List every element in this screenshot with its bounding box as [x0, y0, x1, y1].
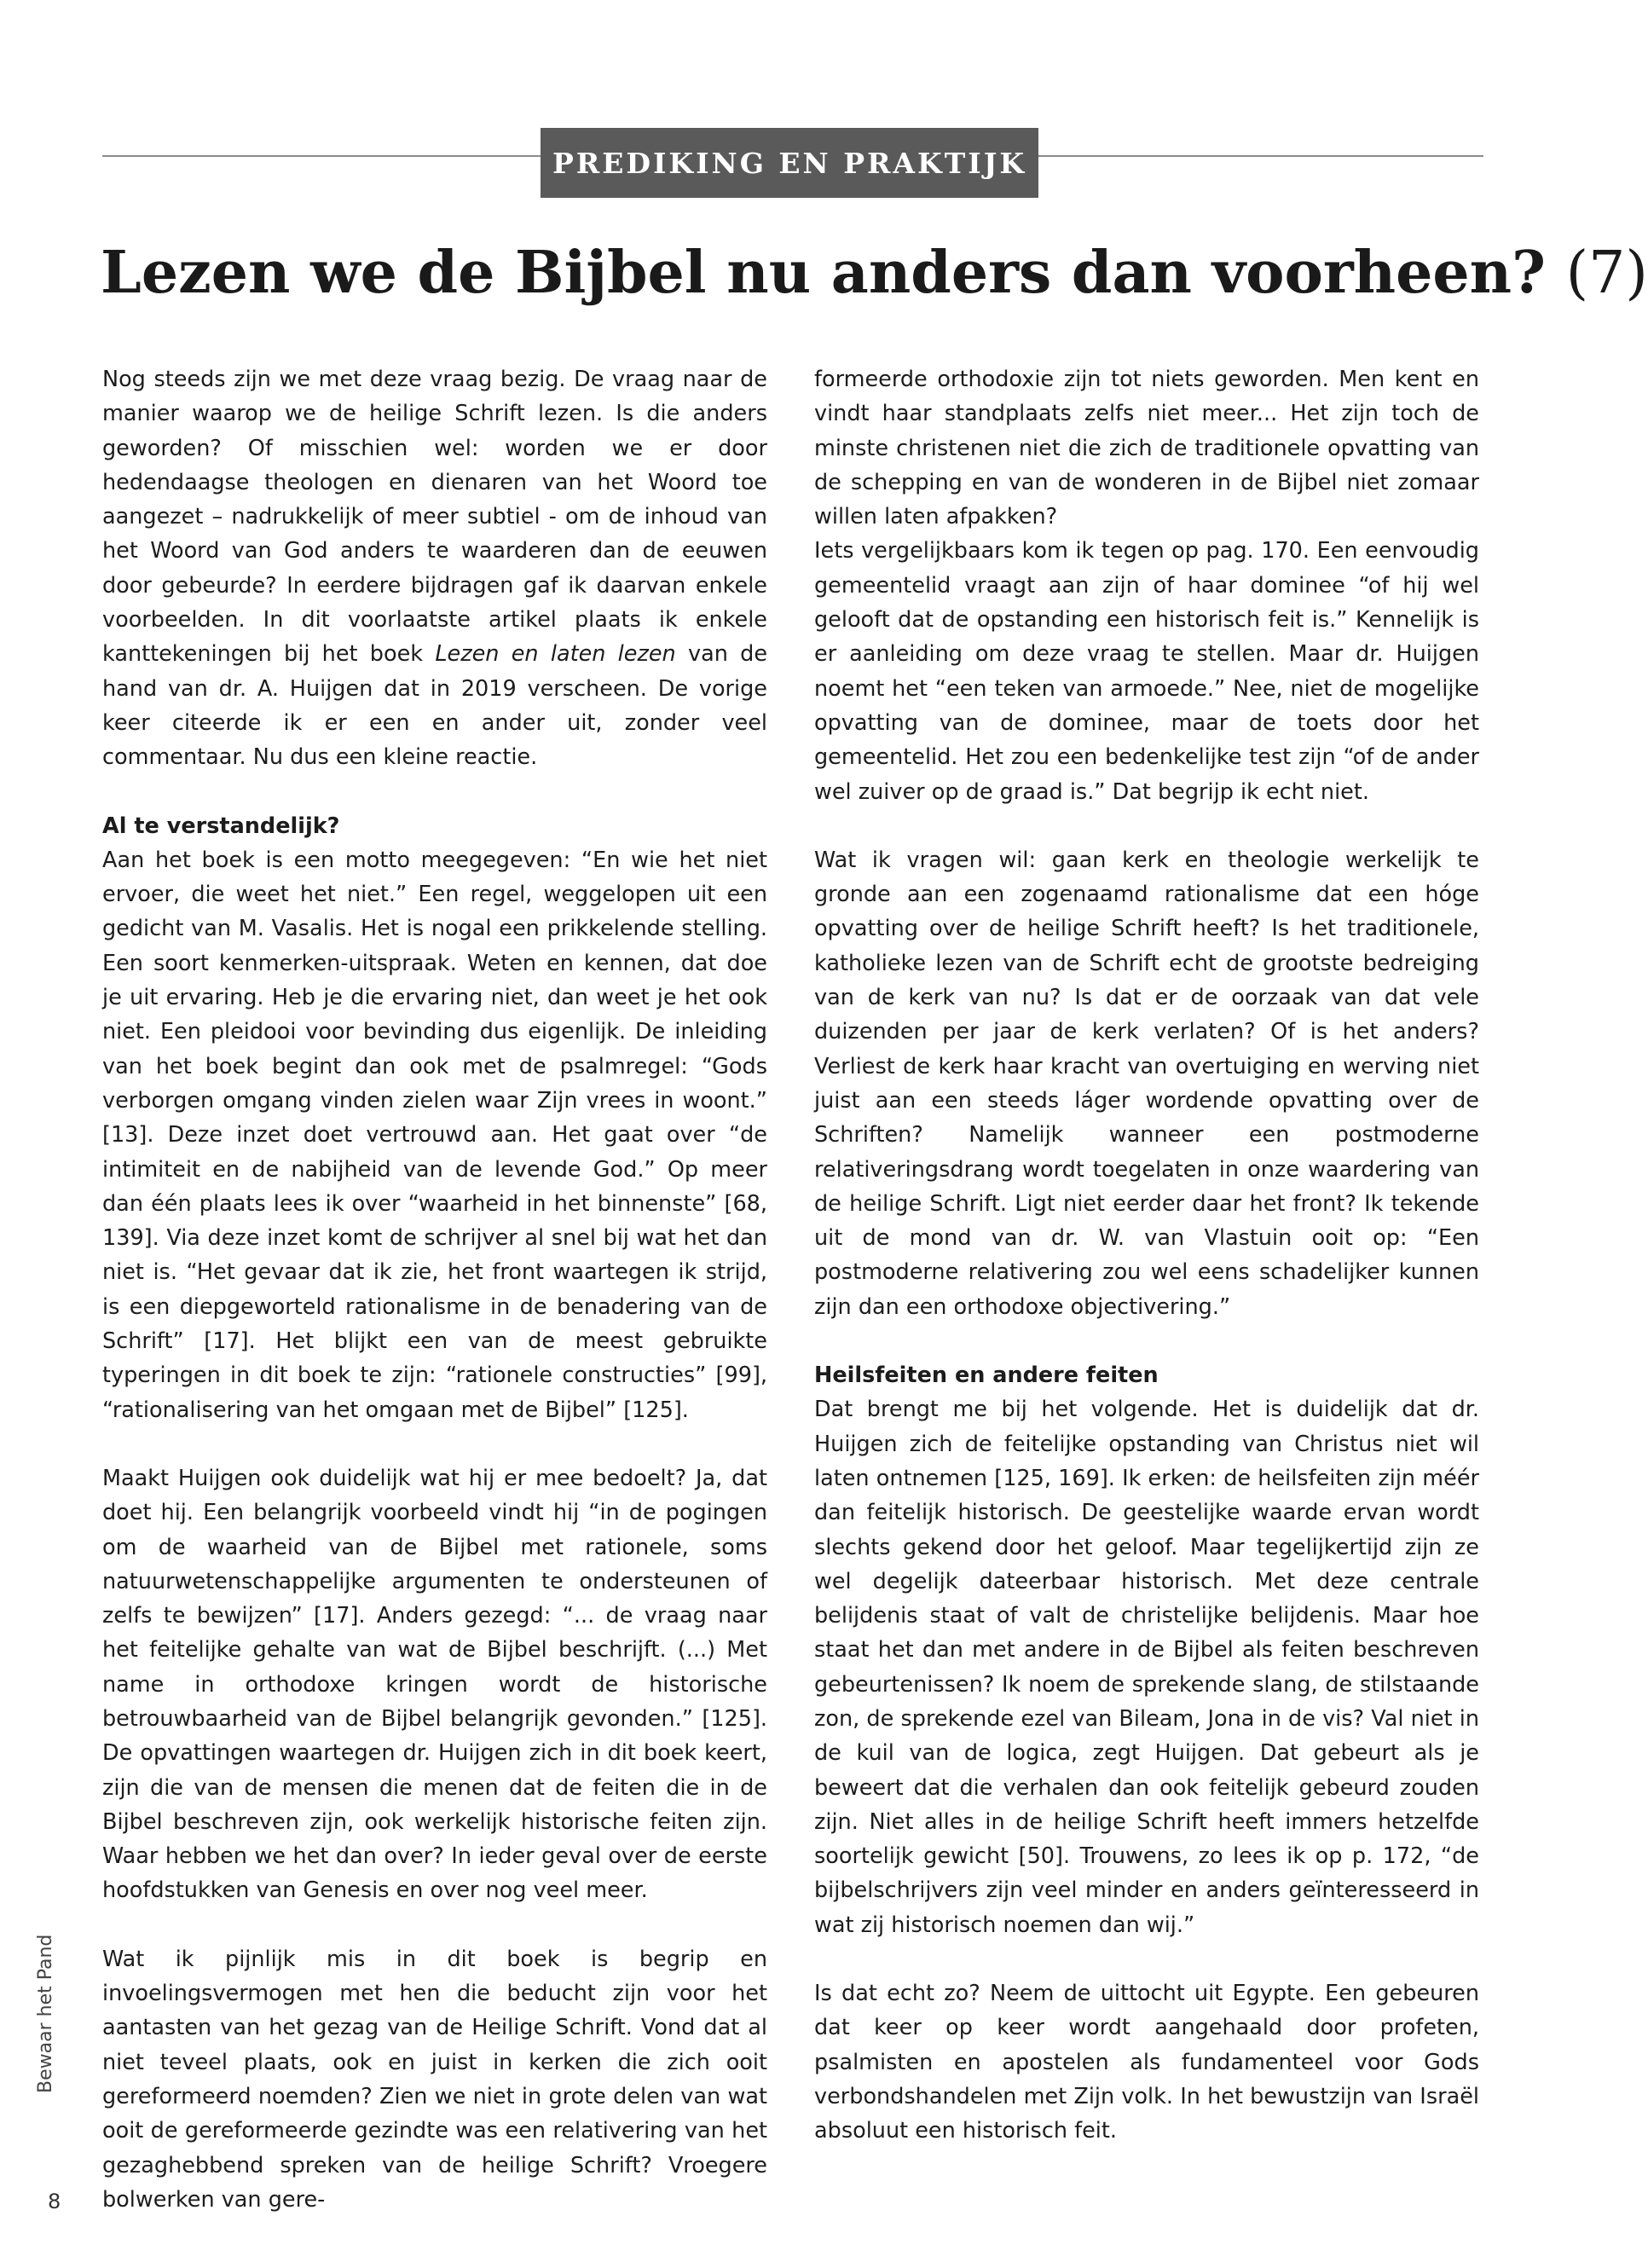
header-rule-right: [1038, 155, 1483, 157]
paragraph-pag-170: Iets vergelijkbaars kom ik tegen op pag. 170. Een eenvoudig gemeentelid vraagt aan zijn of haar dominee “of hij wel gelooft dat de opstanding een historisch feit is.” Kennelijk is er aanleiding om deze vraag te stellen. Maar dr. Huijgen noemt het “een teken van armoede.” Nee, niet de mogelijke opvatting van de dominee, maar de toets door het gemeentelid. Het zou een bedenkelijke test zijn “of de ander wel zuiver op de graad is.” Dat begrijp ik echt niet.: [814, 538, 1479, 805]
article-title-number: (7): [1565, 240, 1648, 307]
paragraph-intro-text-continued: van de hand van dr. A. Huijgen dat in 2019 verscheen. De vorige keer citeerde ik er een en ander uit, zonder veel commentaar. Nu dus een kleine reactie.: [102, 641, 768, 771]
book-title: Lezen en laten lezen: [435, 641, 676, 668]
paragraph-vragen: Wat ik vragen wil: gaan kerk en theologie werkelijk te gronde aan een zogenaamd rationalisme dat een hóge opvatting over de heilige Schrift heeft? Is het traditionele, katholieke lezen van de Schrift echt de grootste bedreiging van de kerk van nu? Is dat er de oorzaak van dat vele duizenden per jaar de kerk verlaten? Of is het anders? Verliest de kerk haar kracht van overtuiging en werving niet juist aan een steeds láger wordende opvatting over de Schriften? Namelijk wanneer een postmoderne relativeringsdrang wordt toegelaten in onze waardering van de heilige Schrift. Ligt niet eerder daar het front? Ik tekende uit de mond van dr. W. van Vlastuin ooit op: “Een postmoderne relativering zou wel eens schadelijker kunnen zijn dan een orthodoxe objectivering.”: [814, 847, 1479, 1320]
paragraph-pijnlijk-mis: Wat ik pijnlijk mis in dit boek is begrip en invoelingsvermogen met hen die beducht zijn voor het aantasten van het gezag van de Heilige Schrift. Vond dat al niet teveel plaats, ook en juist in kerken die zich ooit gereformeerd noemden? Zien we niet in grote delen van wat ooit de gereformeerde gezindte was een relativering van het gezaghebbend spreken van de heilige Schrift? Vroegere bolwerken van gere-: [102, 1946, 767, 2213]
magazine-side-label: Bewaar het Pand: [35, 1934, 56, 2093]
article-title: [101, 232, 1648, 315]
paragraph-motto: Aan het boek is een motto meegegeven: “En wie het niet ervoer, die weet het niet.” Een regel, weggelopen uit een gedicht van M. Vasalis. Het is nogal een prikkelende stelling. Een soort kenmerken-uitspraak. Weten en kennen, dat doe je uit ervaring. Heb je die ervaring niet, dan weet je het ook niet. Een pleidooi voor bevinding dus eigenlijk. De inleiding van het boek begint dan ook met de psalmregel: “Gods verborgen omgang vinden zielen waar Zijn vrees in woont.” [13]. Deze inzet doet vertrouwd aan. Het gaat over “de intimiteit en de nabijheid van de levende God.” Op meer dan één plaats lees ik over “waarheid in het binnenste” [68, 139]. Via deze inzet komt de schrijver al snel bij wat het dan niet is. “Het gevaar dat ik zie, het front waartegen ik strijd, is een diepgeworteld rationalisme in de benadering van de Schrift” [17]. Het blijkt een van de meest gebruikte typeringen in dit boek te zijn: “rationele constructies” [99], “rationalisering van het omgaan met de Bijbel” [125].: [102, 847, 767, 1423]
subheading-heilsfeiten: Heilsfeiten en andere feiten: [814, 1363, 1159, 1389]
paragraph-huijgen-bedoeling: Maakt Huijgen ook duidelijk wat hij er mee bedoelt? Ja, dat doet hij. Een belangrijk voorbeeld vindt hij “in de pogingen om de waarheid van de Bijbel met rationele, soms natuurwetenschappelijke argumenten te ondersteunen of zelfs te bewijzen” [17]. Anders gezegd: “... de vraag naar het feitelijke gehalte van wat de Bijbel beschrijft. (...) Met name in orthodoxe kringen wordt de historische betrouwbaarheid van de Bijbel belangrijk gevonden.” [125]. De opvattingen waartegen dr. Huijgen zich in dit boek keert, zijn die van de mensen die menen dat de feiten die in de Bijbel beschreven zijn, ook werkelijk historische feiten zijn. Waar hebben we het dan over? In ieder geval over de eerste hoofdstukken van Genesis en over nog veel meer.: [102, 1465, 767, 1904]
paragraph-orthodoxie: formeerde orthodoxie zijn tot niets geworden. Men kent en vindt haar standplaats zelfs niet meer... Het zijn toch de minste christenen niet die zich de traditionele opvatting van de schepping en van de wonderen in de Bijbel niet zomaar willen laten afpakken?: [814, 367, 1479, 530]
right-column: [814, 362, 1479, 2149]
paragraph-intro: [102, 362, 767, 775]
left-column: [102, 362, 767, 2217]
paragraph-uittocht: Is dat echt zo? Neem de uittocht uit Egypte. Een gebeuren dat keer op keer wordt aangehaald door profeten, psalmisten en apostelen als fundamenteel voor Gods verbondshandelen met Zijn volk. In het bewustzijn van Israël absoluut een historisch feit.: [814, 1981, 1479, 2144]
subheading-al-te-verstandelijk: Al te verstandelijk?: [102, 813, 340, 839]
paragraph-heilsfeiten: Dat brengt me bij het volgende. Het is duidelijk dat dr. Huijgen zich de feitelijke opstanding van Christus niet wil laten ontnemen [125, 169]. Ik erken: de heilsfeiten zijn méér dan feitelijk historisch. De geestelijke waarde ervan wordt slechts gekend door het geloof. Maar tegelijkertijd zijn ze wel degelijk dateerbaar historisch. Met deze centrale belijdenis staat of valt de christelijke belijdenis. Maar hoe staat het dan met andere in de Bijbel als feiten beschreven gebeurtenissen? Ik noem de sprekende slang, de stilstaande zon, de sprekende ezel van Bileam, Jona in de vis? Val niet in de kuil van de logica, zegt Huijgen. Dat gebeurt als je beweert dat die verhalen dan ook feitelijk gebeurd zouden zijn. Niet alles in de heilige Schrift heeft immers hetzelfde soortelijk gewicht [50]. Trouwens, zo lees ik op p. 172, “de bijbelschrijvers zijn veel minder en anders geïnteresseerd in wat zij historisch noemen dan wij.”: [814, 1397, 1479, 1938]
header-rule-left: [102, 155, 541, 157]
section-label: PREDIKING EN PRAKTIJK: [541, 128, 1038, 198]
paragraph-intro-text: Nog steeds zijn we met deze vraag bezig. De vraag naar de manier waarop we de heilige Schrift lezen. Is die anders geworden? Of misschien wel: worden we er door hedendaagse theologen en dienaren van het Woord toe aangezet – nadrukkelijk of meer subtiel - om de inhoud van het Woord van God anders te waarderen dan de eeuwen door gebeurde? In eerdere bijdragen gaf ik daarvan enkele voorbeelden. In dit voorlaatste artikel plaats ik enkele kanttekeningen bij het boek: [102, 367, 767, 668]
article-title-text: Lezen we de Bijbel nu anders dan voorheen?: [101, 239, 1546, 307]
page-number: 8: [48, 2190, 61, 2213]
